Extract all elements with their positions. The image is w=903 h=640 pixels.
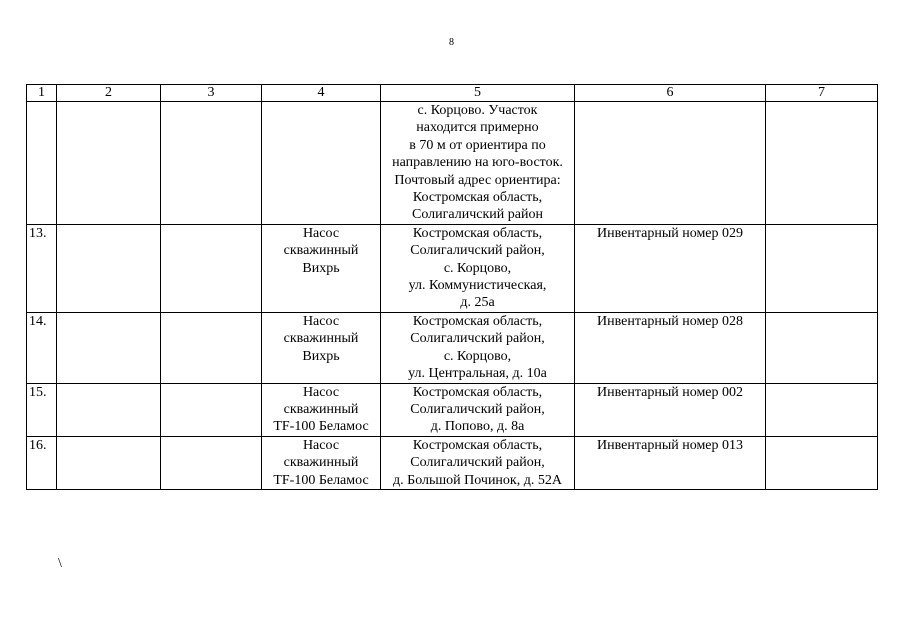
cell-col-2	[57, 102, 161, 225]
cell-inventory: Инвентарный номер 028	[575, 312, 766, 383]
table-row	[27, 383, 878, 436]
stray-backslash-mark: \	[58, 556, 62, 571]
page-number: 8	[449, 37, 454, 48]
cell-col-7	[766, 436, 878, 489]
cell-address: Костромская область, Солигаличский район, с. Корцово, ул. Центральная, д. 10а	[381, 312, 575, 383]
header-col-1: 1	[27, 85, 57, 102]
cell-address: с. Корцово. Участок находится примерно в 70 м от ориентира по направлению на юго-восток. Почтовый адрес ориентира: Костромская область, Солигаличский район	[381, 102, 575, 225]
cell-name: Насос скважинный Вихрь	[262, 224, 381, 312]
cell-inventory: Инвентарный номер 002	[575, 383, 766, 436]
cell-inventory: Инвентарный номер 029	[575, 224, 766, 312]
header-col-6: 6	[575, 85, 766, 102]
cell-col-3	[161, 102, 262, 225]
table-row-continuation	[27, 102, 878, 225]
cell-name: Насос скважинный TF-100 Беламос	[262, 383, 381, 436]
cell-col-7	[766, 312, 878, 383]
cell-address: Костромская область, Солигаличский район, с. Корцово, ул. Коммунистическая, д. 25а	[381, 224, 575, 312]
cell-number: 13.	[27, 224, 57, 312]
property-registry-table	[26, 84, 878, 490]
table-row	[27, 312, 878, 383]
cell-col-7	[766, 383, 878, 436]
table-row	[27, 224, 878, 312]
cell-col-3	[161, 312, 262, 383]
header-col-2: 2	[57, 85, 161, 102]
cell-name: Насос скважинный Вихрь	[262, 312, 381, 383]
cell-col-2	[57, 436, 161, 489]
header-col-4: 4	[262, 85, 381, 102]
header-col-7: 7	[766, 85, 878, 102]
cell-name	[262, 102, 381, 225]
cell-address: Костромская область, Солигаличский район, д. Большой Починок, д. 52А	[381, 436, 575, 489]
header-col-3: 3	[161, 85, 262, 102]
cell-col-3	[161, 224, 262, 312]
table-row	[27, 436, 878, 489]
cell-number: 14.	[27, 312, 57, 383]
cell-col-2	[57, 383, 161, 436]
cell-col-2	[57, 312, 161, 383]
header-row	[27, 85, 878, 102]
cell-col-3	[161, 436, 262, 489]
cell-col-7	[766, 224, 878, 312]
cell-col-7	[766, 102, 878, 225]
cell-inventory: Инвентарный номер 013	[575, 436, 766, 489]
cell-number: 15.	[27, 383, 57, 436]
cell-number	[27, 102, 57, 225]
cell-name: Насос скважинный TF-100 Беламос	[262, 436, 381, 489]
cell-address: Костромская область, Солигаличский район, д. Попово, д. 8а	[381, 383, 575, 436]
cell-number: 16.	[27, 436, 57, 489]
cell-col-3	[161, 383, 262, 436]
header-col-5: 5	[381, 85, 575, 102]
cell-col-2	[57, 224, 161, 312]
cell-inventory	[575, 102, 766, 225]
